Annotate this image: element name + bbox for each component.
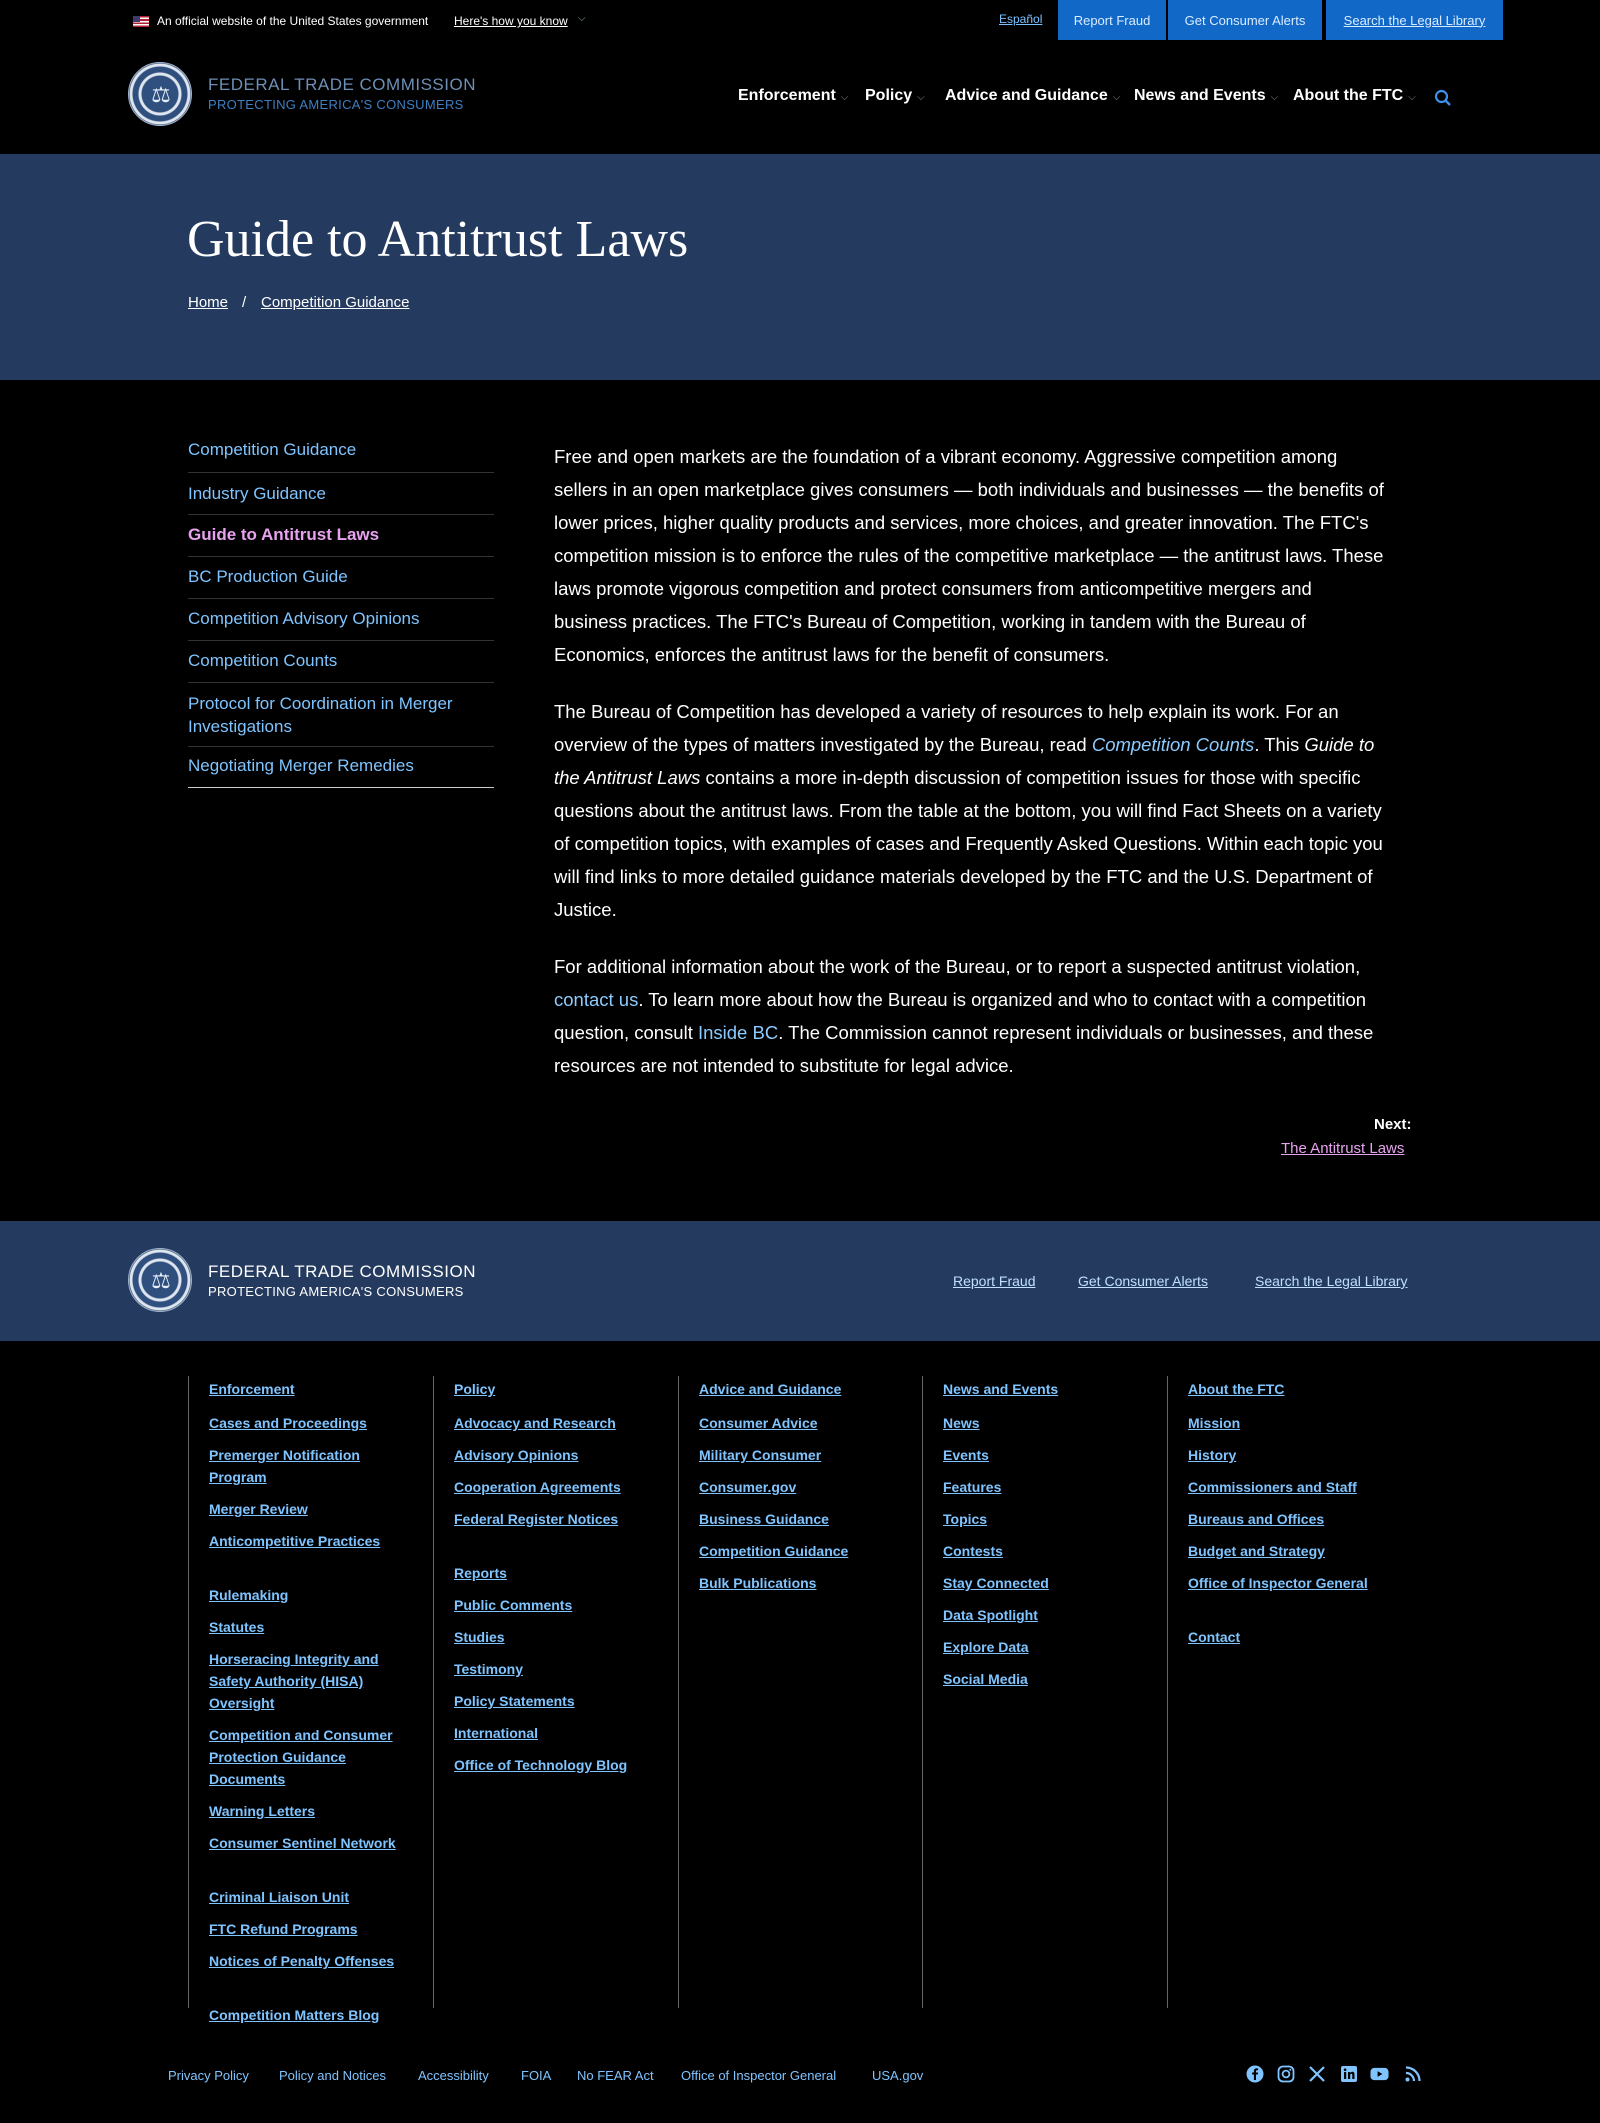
sidebar-item-industry-guidance[interactable]: Industry Guidance: [188, 484, 326, 503]
footer-link[interactable]: News: [943, 1415, 980, 1431]
ftc-seal-logo[interactable]: ⚖: [128, 1248, 192, 1312]
column-divider: [922, 1376, 923, 2008]
footer-link[interactable]: Consumer Advice: [699, 1415, 818, 1431]
nav-label: Advice and Guidance: [945, 87, 1108, 104]
footer-legal-library-link[interactable]: Search the Legal Library: [1255, 1273, 1408, 1289]
sidebar-item-merger-remedies[interactable]: Negotiating Merger Remedies: [188, 756, 414, 775]
inside-bc-link[interactable]: Inside BC: [697, 1022, 779, 1043]
chevron-down-icon: ⌵: [1408, 92, 1416, 103]
footer-column-heading[interactable]: Advice and Guidance: [699, 1381, 842, 1397]
agency-name[interactable]: FEDERAL TRADE COMMISSION: [208, 75, 476, 94]
policy-notices-link[interactable]: Policy and Notices: [279, 2068, 386, 2083]
how-you-know-link[interactable]: Here's how you know: [454, 14, 568, 28]
footer-link[interactable]: Stay Connected: [943, 1575, 1049, 1591]
footer-column-heading[interactable]: News and Events: [943, 1381, 1059, 1397]
agency-tagline: PROTECTING AMERICA'S CONSUMERS: [208, 97, 464, 112]
column-divider: [188, 1376, 189, 2008]
text: For additional information about the work of the Bureau, or to report a suspected antitrust violation,: [554, 956, 1361, 977]
footer-link[interactable]: Consumer.gov: [699, 1479, 797, 1495]
footer-link[interactable]: Competition Guidance: [699, 1543, 849, 1559]
footer-link[interactable]: Budget and Strategy: [1188, 1543, 1325, 1559]
inspector-general-link[interactable]: Office of Inspector General: [681, 2068, 837, 2083]
footer-link[interactable]: Commissioners and Staff: [1188, 1479, 1357, 1495]
footer-column-heading[interactable]: Policy: [454, 1381, 496, 1397]
contact-us-link[interactable]: contact us: [554, 989, 639, 1010]
guide-title-emphasis: Guide to the Antitrust Laws: [554, 734, 1375, 788]
legal-library-button[interactable]: Search the Legal Library: [1326, 0, 1503, 40]
youtube-icon[interactable]: [1370, 2064, 1389, 2083]
footer-column-heading[interactable]: Enforcement: [209, 1381, 295, 1397]
divider: [188, 746, 494, 747]
divider: [188, 514, 494, 515]
footer-agency-tagline: PROTECTING AMERICA'S CONSUMERS: [208, 1284, 464, 1299]
chevron-down-icon: ⌵: [1112, 92, 1121, 103]
footer-link[interactable]: Mission: [1188, 1415, 1241, 1431]
divider: [188, 787, 494, 788]
intro-paragraph: Free and open markets are the foundation of a vibrant economy. Aggressive competition among sellers in an open marketplace gives consumers — both individuals and businesses — the benefits of lower prices, higher quality products and services, more choices, and greater innovation. The FTC's competition mission is to enforce the rules of the competitive marketplace — the antitrust laws. These laws promote vigorous competition and protect consumers from anticompetitive mergers and business practices. The FTC's Bureau of Competition, working in tandem with the Bureau of Economics, enforces the antitrust laws for the benefit of consumers.: [554, 446, 1384, 665]
footer-link[interactable]: Cooperation Agreements: [454, 1479, 621, 1495]
footer-consumer-alerts-link[interactable]: Get Consumer Alerts: [1078, 1273, 1208, 1289]
page-hero: [0, 154, 1600, 380]
footer-link[interactable]: Contact: [1188, 1629, 1241, 1645]
footer-link[interactable]: Merger Review: [209, 1501, 308, 1517]
footer-link[interactable]: Data Spotlight: [943, 1607, 1038, 1623]
espanol-link[interactable]: Español: [999, 12, 1043, 26]
sidebar-item-competition-guidance[interactable]: Competition Guidance: [188, 440, 357, 459]
divider: [188, 640, 494, 641]
divider: [188, 472, 494, 473]
facebook-icon[interactable]: [1245, 2064, 1264, 2083]
footer-link[interactable]: Testimony: [454, 1661, 523, 1677]
chevron-down-icon: ⌵: [917, 92, 925, 103]
column-divider: [433, 1376, 434, 2008]
footer-report-fraud-link[interactable]: Report Fraud: [953, 1273, 1036, 1289]
usa-gov-link[interactable]: USA.gov: [872, 2068, 924, 2083]
footer-link[interactable]: Advisory Opinions: [454, 1447, 579, 1463]
nav-about-ftc[interactable]: [1293, 87, 1416, 105]
privacy-policy-link[interactable]: Privacy Policy: [168, 2068, 249, 2083]
text: contains a more in-depth discussion of competition issues for those with specific questions about the antitrust laws. From the table at the bottom, you will find Fact Sheets on a variety of competition topics, with examples of cases and Frequently Asked Questions. Within each topic you will find links to more detailed guidance materials developed by the FTC and the U.S. Department of Justice.: [554, 767, 1383, 920]
footer-link[interactable]: Competition and Consumer Protection Guidance Documents: [209, 1727, 393, 1787]
next-label: Next:: [1374, 1116, 1412, 1133]
footer-link[interactable]: Bulk Publications: [699, 1575, 817, 1591]
breadcrumb-competition-guidance[interactable]: Competition Guidance: [261, 294, 410, 311]
competition-counts-link[interactable]: Competition Counts: [1091, 734, 1255, 755]
divider: [188, 556, 494, 557]
footer-link[interactable]: Horseracing Integrity and Safety Authority (HISA) Oversight: [209, 1651, 379, 1711]
footer-link[interactable]: Rulemaking: [209, 1587, 289, 1603]
search-icon[interactable]: [1434, 89, 1452, 107]
footer-link[interactable]: FTC Refund Programs: [209, 1921, 358, 1937]
column-divider: [678, 1376, 679, 2008]
footer-link[interactable]: Social Media: [943, 1671, 1028, 1687]
footer-link[interactable]: Office of Technology Blog: [454, 1757, 628, 1773]
foia-link[interactable]: FOIA: [521, 2068, 552, 2083]
nav-enforcement[interactable]: [738, 87, 848, 105]
text: The Bureau of Competition has developed a variety of resources to help explain its work. For an overview of the types of matters investigated by the Bureau, read: [554, 701, 1339, 755]
rss-icon[interactable]: [1403, 2064, 1422, 2083]
footer-agency-name: FEDERAL TRADE COMMISSION: [208, 1262, 476, 1281]
text: . The Commission cannot represent individuals or businesses, and these resources are not intended to substitute for legal advice.: [554, 1022, 1374, 1076]
footer-link[interactable]: Bureaus and Offices: [1188, 1511, 1325, 1527]
nav-label: Enforcement: [738, 87, 836, 104]
consumer-alerts-button[interactable]: Get Consumer Alerts: [1168, 0, 1322, 40]
footer-link[interactable]: History: [1188, 1447, 1237, 1463]
nav-advice-guidance[interactable]: [945, 87, 1120, 105]
footer-link[interactable]: International: [454, 1725, 539, 1741]
breadcrumb-home[interactable]: Home: [188, 294, 229, 311]
nav-label: About the FTC: [1293, 87, 1404, 104]
footer-link[interactable]: Notices of Penalty Offenses: [209, 1953, 395, 1969]
footer-link[interactable]: Criminal Liaison Unit: [209, 1889, 350, 1905]
footer-link[interactable]: Federal Register Notices: [454, 1511, 619, 1527]
footer-link[interactable]: Premerger Notification Program: [209, 1447, 360, 1485]
linkedin-icon[interactable]: [1339, 2064, 1358, 2083]
footer-link[interactable]: Topics: [943, 1511, 988, 1527]
footer-link[interactable]: Competition Matters Blog: [209, 2007, 380, 2023]
x-icon[interactable]: [1307, 2064, 1326, 2083]
footer-link[interactable]: Cases and Proceedings: [209, 1415, 367, 1431]
nav-label: Policy: [865, 87, 913, 104]
gov-banner: [0, 0, 1600, 42]
divider: [188, 598, 494, 599]
footer-link[interactable]: Contests: [943, 1543, 1003, 1559]
footer-link[interactable]: Anticompetitive Practices: [209, 1533, 381, 1549]
footer-link[interactable]: Policy Statements: [454, 1693, 575, 1709]
ftc-seal-logo[interactable]: ⚖: [128, 62, 192, 126]
resources-paragraph: [554, 695, 1384, 926]
footer-link[interactable]: Reports: [454, 1565, 507, 1581]
chevron-down-icon: ⌵: [840, 92, 849, 103]
footer-link[interactable]: Consumer Sentinel Network: [209, 1835, 396, 1851]
column-divider: [1167, 1376, 1168, 2008]
divider: [188, 682, 494, 683]
breadcrumb-separator: /: [242, 294, 247, 311]
nav-policy[interactable]: [865, 87, 925, 105]
footer-link[interactable]: Statutes: [209, 1619, 265, 1635]
footer-link[interactable]: Public Comments: [454, 1597, 573, 1613]
footer-link[interactable]: Military Consumer: [699, 1447, 822, 1463]
sidebar-item-competition-counts[interactable]: Competition Counts: [188, 651, 338, 670]
next-page-link[interactable]: The Antitrust Laws: [1281, 1140, 1405, 1157]
sidebar-item-merger-protocol[interactable]: Protocol for Coordination in Merger Investigations: [188, 694, 453, 736]
footer-link[interactable]: Office of Inspector General: [1188, 1575, 1368, 1591]
report-fraud-button[interactable]: Report Fraud: [1058, 0, 1166, 40]
nav-label: News and Events: [1134, 87, 1266, 104]
accessibility-link[interactable]: Accessibility: [418, 2068, 489, 2083]
nav-news-events[interactable]: [1134, 87, 1278, 105]
footer-link[interactable]: Explore Data: [943, 1639, 1029, 1655]
footer-column-heading[interactable]: About the FTC: [1188, 1381, 1285, 1397]
chevron-down-icon: ⌵: [1270, 92, 1279, 103]
sidebar-item-bc-production[interactable]: BC Production Guide: [188, 567, 348, 586]
chevron-down-icon: ⌵: [578, 13, 586, 24]
page-title: Guide to Antitrust Laws: [187, 211, 689, 268]
official-site-text: An official website of the United States government: [157, 14, 429, 28]
footer-link[interactable]: Advocacy and Research: [454, 1415, 616, 1431]
footer-link[interactable]: Warning Letters: [209, 1803, 316, 1819]
us-flag-icon: [133, 16, 149, 27]
contact-paragraph: [554, 950, 1384, 1082]
instagram-icon[interactable]: [1276, 2064, 1295, 2083]
footer-link[interactable]: Features: [943, 1479, 1002, 1495]
sidebar-item-guide-antitrust-active[interactable]: Guide to Antitrust Laws: [188, 525, 380, 544]
footer-link[interactable]: Events: [943, 1447, 989, 1463]
text: . To learn more about how the Bureau is organized and who to contact with a competition question, consult: [554, 989, 1367, 1043]
text: . This: [1254, 734, 1305, 755]
sidebar-item-advisory-opinions[interactable]: Competition Advisory Opinions: [188, 609, 420, 628]
footer-link[interactable]: Business Guidance: [699, 1511, 829, 1527]
no-fear-act-link[interactable]: No FEAR Act: [577, 2068, 654, 2083]
footer-link[interactable]: Studies: [454, 1629, 505, 1645]
